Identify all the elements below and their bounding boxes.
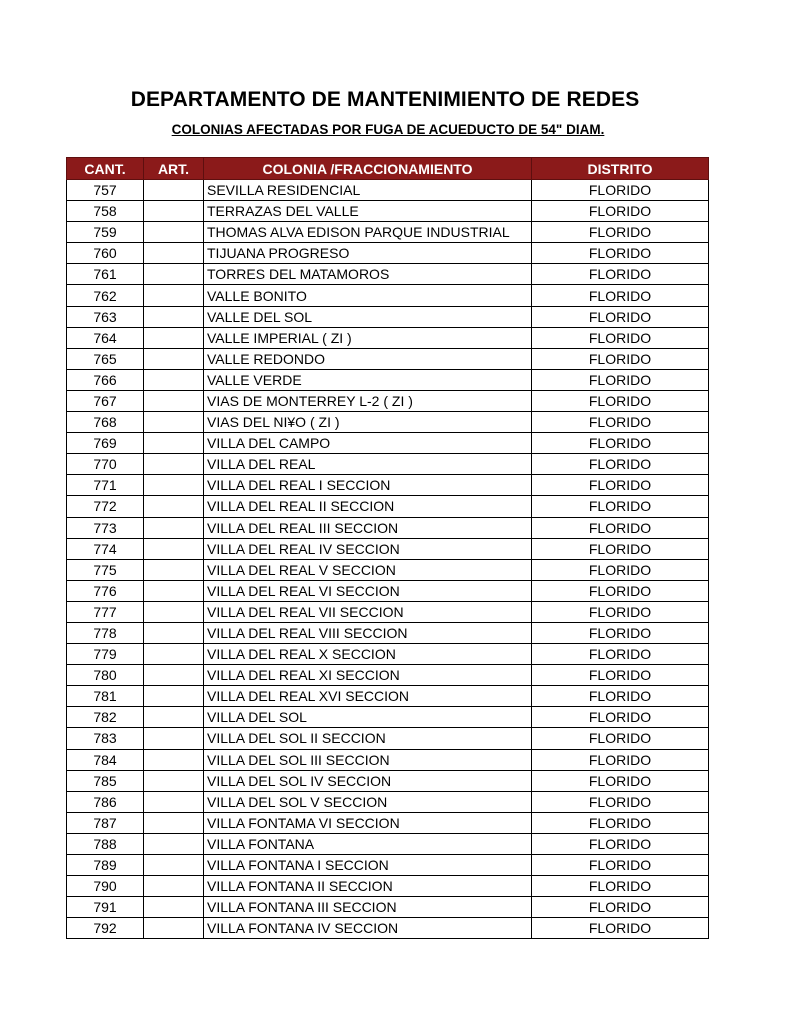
table-row <box>67 855 709 876</box>
cell-distrito: FLORIDO <box>532 264 709 285</box>
cell-art <box>144 390 204 411</box>
table-row <box>67 454 709 475</box>
cell-colonia: VILLA DEL REAL I SECCION <box>204 475 532 496</box>
table-row <box>67 644 709 665</box>
cell-colonia: TORRES DEL MATAMOROS <box>204 264 532 285</box>
cell-cant: 776 <box>67 580 144 601</box>
table-row <box>67 475 709 496</box>
cell-art <box>144 622 204 643</box>
cell-cant: 784 <box>67 749 144 770</box>
cell-colonia: VILLA FONTAMA VI SECCION <box>204 812 532 833</box>
cell-colonia: VIAS DE MONTERREY L-2 ( ZI ) <box>204 390 532 411</box>
cell-colonia: TIJUANA PROGRESO <box>204 243 532 264</box>
cell-cant: 772 <box>67 496 144 517</box>
table-row <box>67 876 709 897</box>
table-row <box>67 264 709 285</box>
cell-colonia: VILLA DEL REAL II SECCION <box>204 496 532 517</box>
table-row <box>67 770 709 791</box>
cell-cant: 777 <box>67 601 144 622</box>
cell-distrito: FLORIDO <box>532 580 709 601</box>
cell-art <box>144 580 204 601</box>
cell-art <box>144 707 204 728</box>
cell-colonia: VILLA DEL REAL XVI SECCION <box>204 686 532 707</box>
cell-cant: 780 <box>67 665 144 686</box>
cell-cant: 757 <box>67 180 144 201</box>
cell-distrito: FLORIDO <box>532 665 709 686</box>
cell-distrito: FLORIDO <box>532 876 709 897</box>
cell-distrito: FLORIDO <box>532 749 709 770</box>
cell-cant: 771 <box>67 475 144 496</box>
cell-art <box>144 665 204 686</box>
table-header <box>67 158 709 180</box>
cell-colonia: VILLA DEL CAMPO <box>204 433 532 454</box>
cell-art <box>144 306 204 327</box>
table-row <box>67 390 709 411</box>
cell-colonia: VILLA DEL REAL VII SECCION <box>204 601 532 622</box>
cell-colonia: VALLE IMPERIAL ( ZI ) <box>204 327 532 348</box>
colonias-table <box>66 157 709 939</box>
header-colonia: COLONIA /FRACCIONAMIENTO <box>204 158 532 180</box>
cell-distrito: FLORIDO <box>532 707 709 728</box>
cell-distrito: FLORIDO <box>532 728 709 749</box>
cell-art <box>144 918 204 939</box>
table-row <box>67 749 709 770</box>
cell-cant: 770 <box>67 454 144 475</box>
cell-cant: 783 <box>67 728 144 749</box>
cell-distrito: FLORIDO <box>532 412 709 433</box>
cell-art <box>144 601 204 622</box>
cell-distrito: FLORIDO <box>532 622 709 643</box>
cell-art <box>144 264 204 285</box>
cell-cant: 762 <box>67 285 144 306</box>
cell-colonia: VILLA DEL REAL <box>204 454 532 475</box>
cell-cant: 790 <box>67 876 144 897</box>
header-art: ART. <box>144 158 204 180</box>
page-subtitle: COLONIAS AFECTADAS POR FUGA DE ACUEDUCTO DE 54" DIAM. <box>171 122 605 137</box>
cell-cant: 764 <box>67 327 144 348</box>
cell-cant: 791 <box>67 897 144 918</box>
table-row <box>67 243 709 264</box>
cell-cant: 768 <box>67 412 144 433</box>
table-row <box>67 665 709 686</box>
cell-distrito: FLORIDO <box>532 855 709 876</box>
cell-art <box>144 327 204 348</box>
table-row <box>67 812 709 833</box>
table-row <box>67 306 709 327</box>
table-row <box>67 496 709 517</box>
table-row <box>67 601 709 622</box>
cell-colonia: VILLA FONTANA I SECCION <box>204 855 532 876</box>
table-row <box>67 538 709 559</box>
cell-art <box>144 369 204 390</box>
cell-distrito: FLORIDO <box>532 918 709 939</box>
cell-distrito: FLORIDO <box>532 601 709 622</box>
cell-cant: 761 <box>67 264 144 285</box>
cell-distrito: FLORIDO <box>532 897 709 918</box>
table-row <box>67 580 709 601</box>
table-row <box>67 348 709 369</box>
cell-art <box>144 538 204 559</box>
cell-colonia: VILLA FONTANA IV SECCION <box>204 918 532 939</box>
cell-art <box>144 412 204 433</box>
cell-distrito: FLORIDO <box>532 496 709 517</box>
cell-colonia: VILLA DEL REAL VIII SECCION <box>204 622 532 643</box>
cell-cant: 779 <box>67 644 144 665</box>
cell-distrito: FLORIDO <box>532 243 709 264</box>
cell-colonia: VIAS DEL NI¥O ( ZI ) <box>204 412 532 433</box>
cell-cant: 785 <box>67 770 144 791</box>
cell-distrito: FLORIDO <box>532 433 709 454</box>
table-row <box>67 728 709 749</box>
cell-art <box>144 517 204 538</box>
header-row <box>67 158 709 180</box>
cell-art <box>144 791 204 812</box>
cell-colonia: VALLE REDONDO <box>204 348 532 369</box>
table-row <box>67 707 709 728</box>
table-row <box>67 201 709 222</box>
cell-distrito: FLORIDO <box>532 201 709 222</box>
cell-art <box>144 559 204 580</box>
cell-cant: 769 <box>67 433 144 454</box>
cell-colonia: VILLA DEL REAL IV SECCION <box>204 538 532 559</box>
header-cant: CANT. <box>67 158 144 180</box>
cell-art <box>144 475 204 496</box>
cell-distrito: FLORIDO <box>532 559 709 580</box>
cell-cant: 758 <box>67 201 144 222</box>
cell-distrito: FLORIDO <box>532 180 709 201</box>
cell-art <box>144 222 204 243</box>
cell-cant: 782 <box>67 707 144 728</box>
table-row <box>67 433 709 454</box>
cell-colonia: VILLA FONTANA <box>204 833 532 854</box>
cell-distrito: FLORIDO <box>532 222 709 243</box>
cell-cant: 792 <box>67 918 144 939</box>
cell-cant: 763 <box>67 306 144 327</box>
table-row <box>67 559 709 580</box>
table-row <box>67 285 709 306</box>
table-row <box>67 833 709 854</box>
cell-cant: 765 <box>67 348 144 369</box>
cell-distrito: FLORIDO <box>532 348 709 369</box>
cell-distrito: FLORIDO <box>532 770 709 791</box>
header-distrito: DISTRITO <box>532 158 709 180</box>
cell-art <box>144 348 204 369</box>
cell-art <box>144 285 204 306</box>
cell-distrito: FLORIDO <box>532 285 709 306</box>
cell-distrito: FLORIDO <box>532 812 709 833</box>
cell-colonia: VALLE DEL SOL <box>204 306 532 327</box>
cell-distrito: FLORIDO <box>532 369 709 390</box>
cell-art <box>144 180 204 201</box>
cell-art <box>144 644 204 665</box>
cell-colonia: VILLA DEL SOL III SECCION <box>204 749 532 770</box>
cell-cant: 781 <box>67 686 144 707</box>
cell-colonia: VILLA DEL REAL III SECCION <box>204 517 532 538</box>
cell-cant: 788 <box>67 833 144 854</box>
cell-distrito: FLORIDO <box>532 306 709 327</box>
cell-art <box>144 897 204 918</box>
cell-cant: 787 <box>67 812 144 833</box>
cell-art <box>144 243 204 264</box>
cell-cant: 778 <box>67 622 144 643</box>
cell-art <box>144 454 204 475</box>
cell-art <box>144 496 204 517</box>
cell-distrito: FLORIDO <box>532 538 709 559</box>
table-row <box>67 517 709 538</box>
cell-cant: 775 <box>67 559 144 580</box>
cell-cant: 773 <box>67 517 144 538</box>
cell-distrito: FLORIDO <box>532 833 709 854</box>
cell-art <box>144 433 204 454</box>
table-row <box>67 222 709 243</box>
cell-cant: 786 <box>67 791 144 812</box>
cell-distrito: FLORIDO <box>532 517 709 538</box>
cell-colonia: VILLA DEL SOL V SECCION <box>204 791 532 812</box>
cell-art <box>144 686 204 707</box>
cell-art <box>144 876 204 897</box>
cell-distrito: FLORIDO <box>532 644 709 665</box>
cell-colonia: VALLE VERDE <box>204 369 532 390</box>
cell-art <box>144 833 204 854</box>
table-row <box>67 918 709 939</box>
cell-colonia: VILLA DEL REAL V SECCION <box>204 559 532 580</box>
cell-colonia: THOMAS ALVA EDISON PARQUE INDUSTRIAL <box>204 222 532 243</box>
cell-colonia: VILLA FONTANA II SECCION <box>204 876 532 897</box>
cell-cant: 789 <box>67 855 144 876</box>
cell-distrito: FLORIDO <box>532 327 709 348</box>
cell-cant: 767 <box>67 390 144 411</box>
table-row <box>67 897 709 918</box>
cell-colonia: VILLA DEL REAL X SECCION <box>204 644 532 665</box>
cell-cant: 760 <box>67 243 144 264</box>
cell-distrito: FLORIDO <box>532 475 709 496</box>
cell-cant: 774 <box>67 538 144 559</box>
cell-colonia: VILLA FONTANA III SECCION <box>204 897 532 918</box>
cell-art <box>144 749 204 770</box>
table-row <box>67 369 709 390</box>
cell-art <box>144 855 204 876</box>
cell-art <box>144 201 204 222</box>
table-row <box>67 412 709 433</box>
cell-colonia: TERRAZAS DEL VALLE <box>204 201 532 222</box>
cell-colonia: VILLA DEL SOL <box>204 707 532 728</box>
cell-colonia: VILLA DEL REAL VI SECCION <box>204 580 532 601</box>
cell-colonia: VILLA DEL REAL XI SECCION <box>204 665 532 686</box>
table-body <box>67 180 709 939</box>
table-row <box>67 791 709 812</box>
table-row <box>67 180 709 201</box>
table-row <box>67 686 709 707</box>
page-title: DEPARTAMENTO DE MANTENIMIENTO DE REDES <box>130 88 640 111</box>
cell-distrito: FLORIDO <box>532 390 709 411</box>
cell-colonia: VILLA DEL SOL II SECCION <box>204 728 532 749</box>
cell-colonia: SEVILLA RESIDENCIAL <box>204 180 532 201</box>
cell-art <box>144 728 204 749</box>
cell-art <box>144 812 204 833</box>
cell-distrito: FLORIDO <box>532 791 709 812</box>
table-row <box>67 327 709 348</box>
cell-distrito: FLORIDO <box>532 686 709 707</box>
cell-colonia: VILLA DEL SOL IV SECCION <box>204 770 532 791</box>
cell-cant: 759 <box>67 222 144 243</box>
table-row <box>67 622 709 643</box>
cell-distrito: FLORIDO <box>532 454 709 475</box>
cell-art <box>144 770 204 791</box>
cell-colonia: VALLE BONITO <box>204 285 532 306</box>
cell-cant: 766 <box>67 369 144 390</box>
